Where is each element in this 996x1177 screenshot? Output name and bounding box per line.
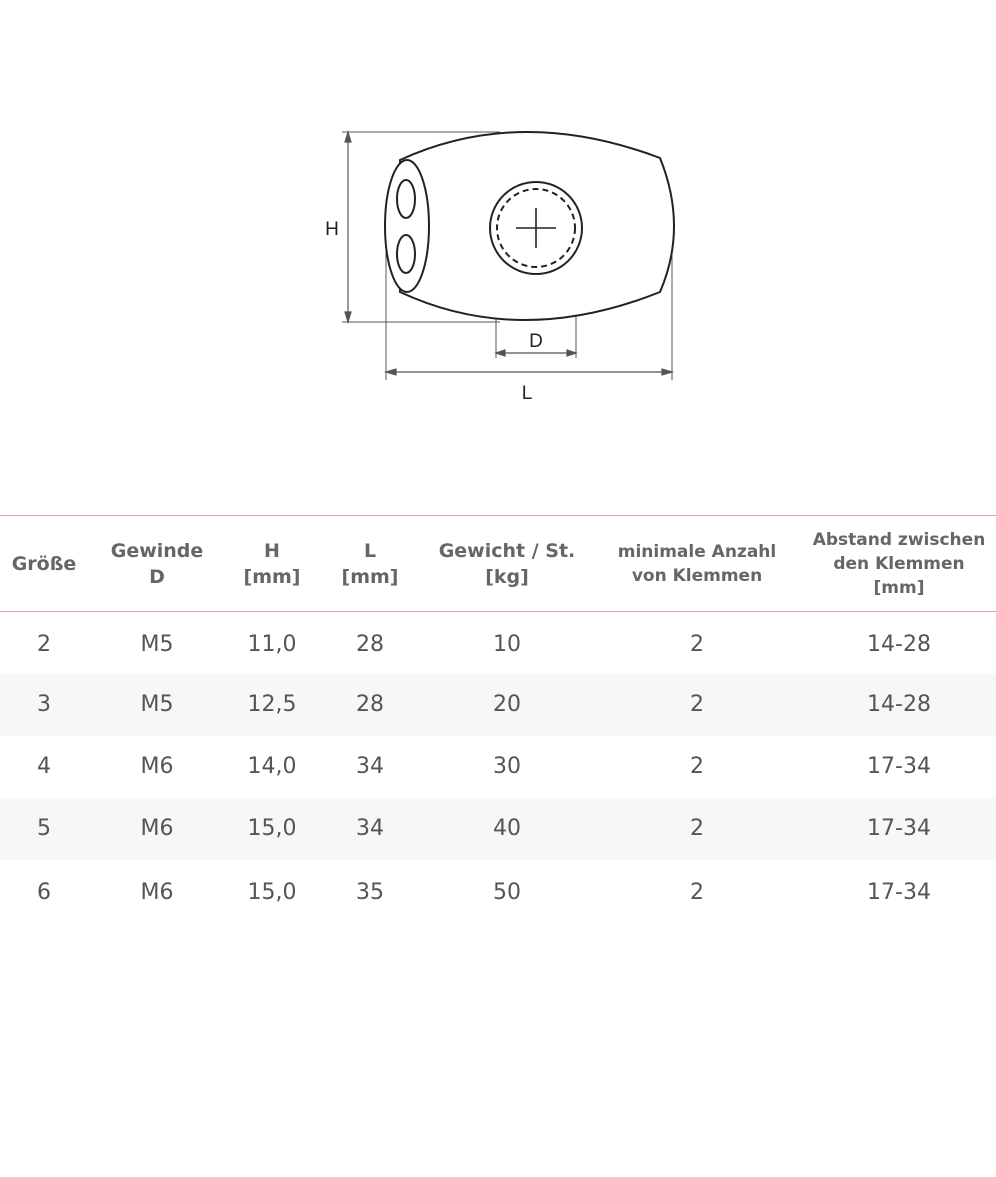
l-arrow-right xyxy=(662,369,672,375)
cell-minimale-anzahl: 2 xyxy=(690,692,704,717)
header-gewinde: Gewinde D xyxy=(110,539,204,588)
cell-abstand: 17-34 xyxy=(867,880,931,905)
cell-groesse: 5 xyxy=(37,816,51,841)
header-gewicht: Gewicht / St. [kg] xyxy=(438,539,576,588)
cell-gewicht: 40 xyxy=(493,816,521,841)
table-body xyxy=(0,612,996,926)
label-l: L xyxy=(521,383,533,404)
cell-h: 12,5 xyxy=(247,692,297,717)
cell-groesse: 4 xyxy=(37,754,51,779)
h-arrow-top xyxy=(345,132,351,142)
cell-h: 15,0 xyxy=(247,816,297,841)
cell-h: 15,0 xyxy=(247,880,297,905)
label-h: H xyxy=(325,219,339,240)
cell-gewicht: 20 xyxy=(493,692,521,717)
cell-abstand: 17-34 xyxy=(867,754,931,779)
technical-drawing xyxy=(0,0,996,440)
specification-table xyxy=(0,515,996,926)
cell-groesse: 3 xyxy=(37,692,51,717)
d-arrow-left xyxy=(496,350,505,356)
cell-gewinde: M5 xyxy=(140,692,174,717)
cell-h: 11,0 xyxy=(247,631,297,657)
table-row xyxy=(0,860,996,926)
table-row xyxy=(0,798,996,860)
cell-abstand: 14-28 xyxy=(867,631,931,657)
cell-gewinde: M6 xyxy=(140,754,174,779)
cell-gewicht: 30 xyxy=(493,754,521,779)
rope-hole-bottom xyxy=(397,235,415,273)
cell-gewinde: M5 xyxy=(140,631,174,657)
cell-minimale-anzahl: 2 xyxy=(690,880,704,905)
cell-gewicht: 10 xyxy=(493,631,521,657)
label-d: D xyxy=(529,331,543,352)
table-row xyxy=(0,612,996,674)
d-arrow-right xyxy=(567,350,576,356)
header-abstand: Abstand zwischen den Klemmen [mm] xyxy=(812,529,986,598)
cell-minimale-anzahl: 2 xyxy=(690,631,704,657)
cell-gewinde: M6 xyxy=(140,816,174,841)
header-minimale-anzahl: minimale Anzahl von Klemmen xyxy=(617,541,777,586)
cell-gewicht: 50 xyxy=(493,880,521,905)
cell-abstand: 14-28 xyxy=(867,692,931,717)
cell-l: 28 xyxy=(356,631,384,657)
header-h: H [mm] xyxy=(243,539,301,588)
cell-l: 28 xyxy=(356,692,384,717)
table-row xyxy=(0,674,996,736)
table-row xyxy=(0,736,996,798)
cell-l: 34 xyxy=(356,754,384,779)
cell-l: 35 xyxy=(356,880,384,905)
table-header xyxy=(0,516,996,612)
l-arrow-left xyxy=(386,369,396,375)
cell-l: 34 xyxy=(356,816,384,841)
cell-abstand: 17-34 xyxy=(867,816,931,841)
rope-hole-top xyxy=(397,180,415,218)
rope-clamp-drawing xyxy=(0,0,996,440)
cell-h: 14,0 xyxy=(247,754,297,779)
cell-groesse: 2 xyxy=(37,631,51,657)
cell-minimale-anzahl: 2 xyxy=(690,754,704,779)
h-arrow-bottom xyxy=(345,312,351,322)
header-l: L [mm] xyxy=(341,539,399,588)
cell-minimale-anzahl: 2 xyxy=(690,816,704,841)
header-groesse: Größe xyxy=(11,552,77,575)
cell-gewinde: M6 xyxy=(140,880,174,905)
header-row xyxy=(0,516,996,612)
cell-groesse: 6 xyxy=(37,880,51,905)
